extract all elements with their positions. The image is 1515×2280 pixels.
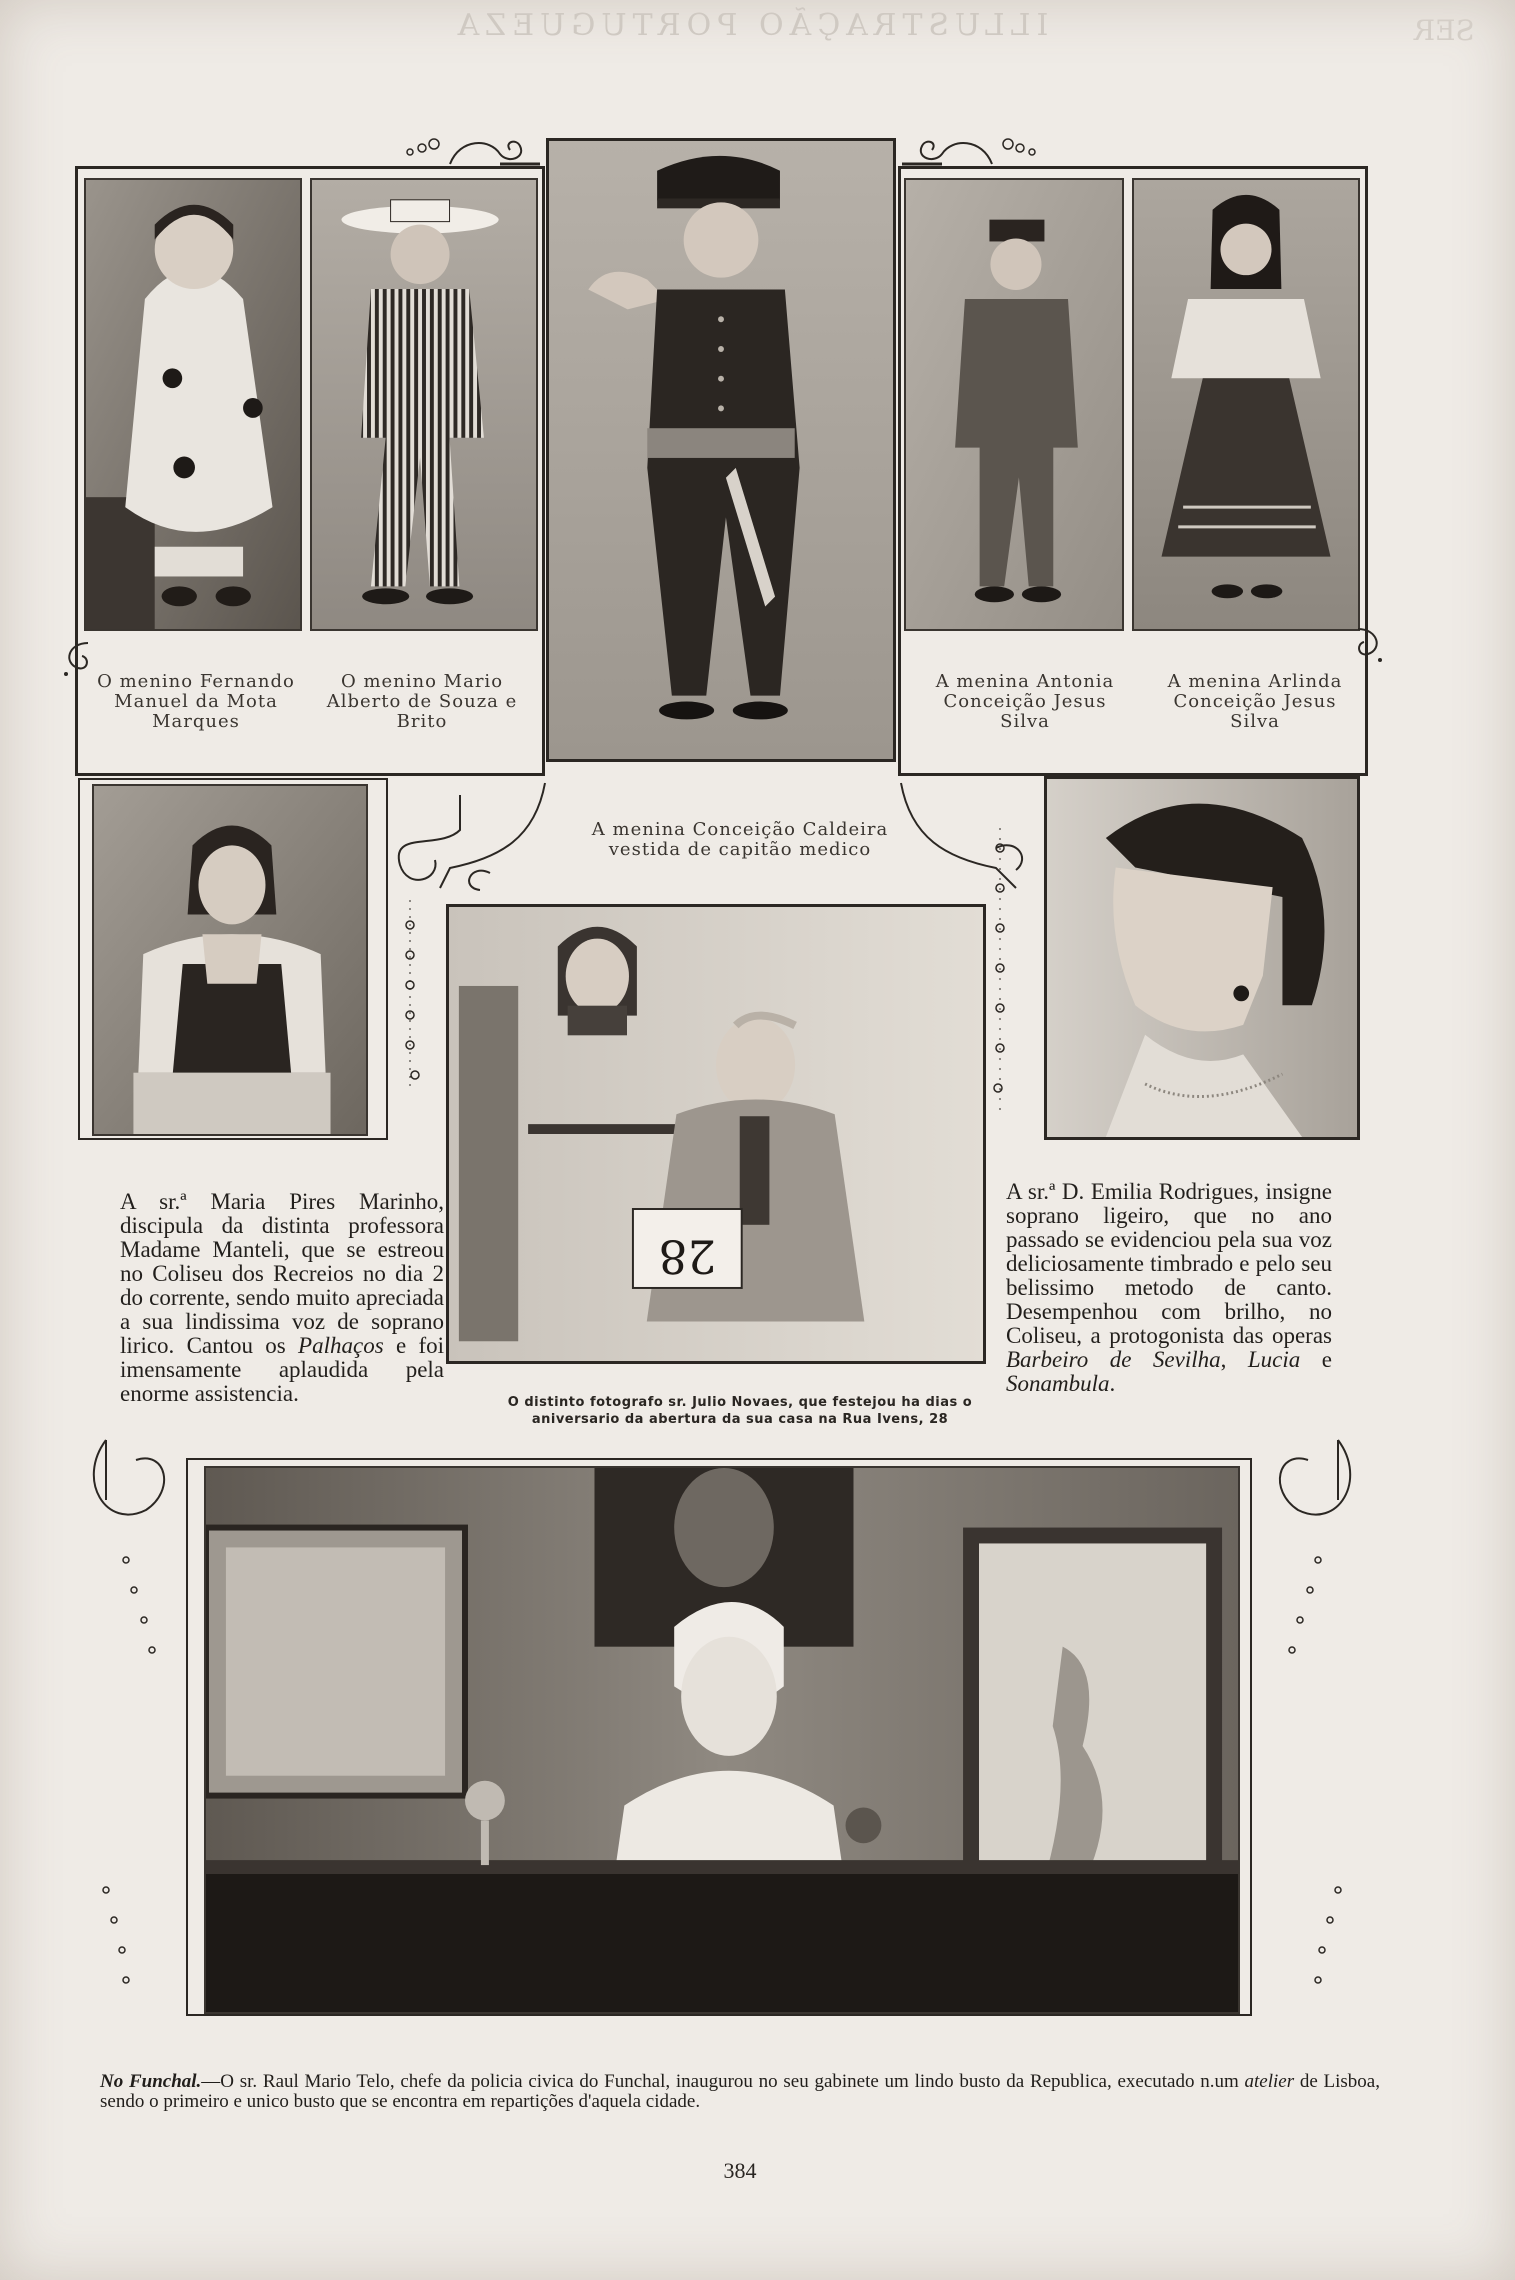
maria-text-2: e foi imensamente aplaudida pela enorme assistencia. bbox=[120, 1333, 444, 1406]
caption-arlinda: A menina Arlinda Conceição Jesus Silva bbox=[1167, 671, 1343, 732]
photo-julio-novaes bbox=[446, 904, 986, 1364]
maria-text-1: A sr.ª Maria Pires Marinho, discipula da distinta professora Madame Manteli, que se estreou no Coliseu dos Recreios no dia 2 do corrente, sendo muito apreciada a sua lindissima voz de soprano lirico. Cantou os bbox=[120, 1189, 444, 1358]
top-left-ornament bbox=[400, 128, 540, 168]
photo-arlinda bbox=[1132, 178, 1360, 631]
caption-mario: O menino Mario Alberto de Souza e Brito bbox=[326, 671, 518, 732]
maria-description bbox=[120, 1190, 444, 1406]
photo-maria-pires-marinho bbox=[92, 784, 368, 1136]
photo-funchal-bust bbox=[204, 1466, 1240, 2014]
emilia-text-3: e bbox=[1300, 1347, 1332, 1372]
caption-antonia: A menina Antonia Conceição Jesus Silva bbox=[935, 671, 1115, 732]
bleed-through-corner: SER bbox=[1414, 14, 1475, 47]
caption-fernando: O menino Fernando Manuel da Mota Marques bbox=[97, 671, 295, 732]
emilia-text-4: . bbox=[1109, 1371, 1116, 1396]
emilia-text-2: , bbox=[1220, 1347, 1248, 1372]
photo-fernando bbox=[84, 178, 302, 631]
maria-text-italic: Palhaços bbox=[298, 1333, 384, 1358]
right-scroll-ornament bbox=[1348, 624, 1388, 664]
photo-emilia-rodrigues bbox=[1044, 776, 1360, 1140]
funchal-italic: atelier bbox=[1244, 2071, 1295, 2092]
page-number: 384 bbox=[723, 2158, 757, 2183]
caption-photographer: O distinto fotografo sr. Julio Novaes, que festejou ha dias o aniversario da abertura da sua casa na Rua Ivens, 28 bbox=[507, 1395, 973, 1427]
photo-conceicao bbox=[546, 138, 896, 762]
top-right-ornament bbox=[902, 128, 1042, 168]
center-left-curl bbox=[430, 778, 550, 898]
emilia-description bbox=[1006, 1180, 1332, 1396]
emilia-text-italic-2: Lucia bbox=[1247, 1347, 1301, 1372]
right-middle-ornament bbox=[980, 818, 1040, 1138]
funchal-label: No Funchal. bbox=[100, 2071, 202, 2092]
funchal-caption bbox=[100, 2072, 1380, 2112]
left-scroll-ornament bbox=[58, 638, 98, 678]
caption-conceicao: A menina Conceição Caldeira vestida de capitão medico bbox=[591, 819, 889, 860]
emilia-text-italic-3: Sonambula bbox=[1006, 1371, 1110, 1396]
emilia-text-1: A sr.ª D. Emilia Rodrigues, insigne soprano ligeiro, que no ano passado se evidenciou pela sua voz deliciosamente timbrado e pelo seu belissimo metodo de canto. Desempenhou com brilho, no Coliseu, a protogonista das operas bbox=[1006, 1179, 1332, 1348]
bleed-through-title: ILLUSTRAÇÃO PORTUGUEZA bbox=[451, 8, 1049, 43]
photo-mario bbox=[310, 178, 538, 631]
funchal-text-2: de Lisboa, sendo o primeiro e unico busto que se encontra em repartições d'aquela cidade. bbox=[100, 2071, 1380, 2112]
left-lower-ornament bbox=[66, 1420, 186, 2020]
emilia-text-italic-1: Barbeiro de Sevilha bbox=[1006, 1347, 1221, 1372]
funchal-text: —O sr. Raul Mario Telo, chefe da policia civica do Funchal, inaugurou no seu gabinete um lindo busto da Republica, executado n.um bbox=[201, 2071, 1245, 2092]
right-lower-ornament bbox=[1258, 1420, 1378, 2020]
photo-antonia bbox=[904, 178, 1124, 631]
photographer-sign-text: 28 bbox=[658, 1229, 717, 1283]
